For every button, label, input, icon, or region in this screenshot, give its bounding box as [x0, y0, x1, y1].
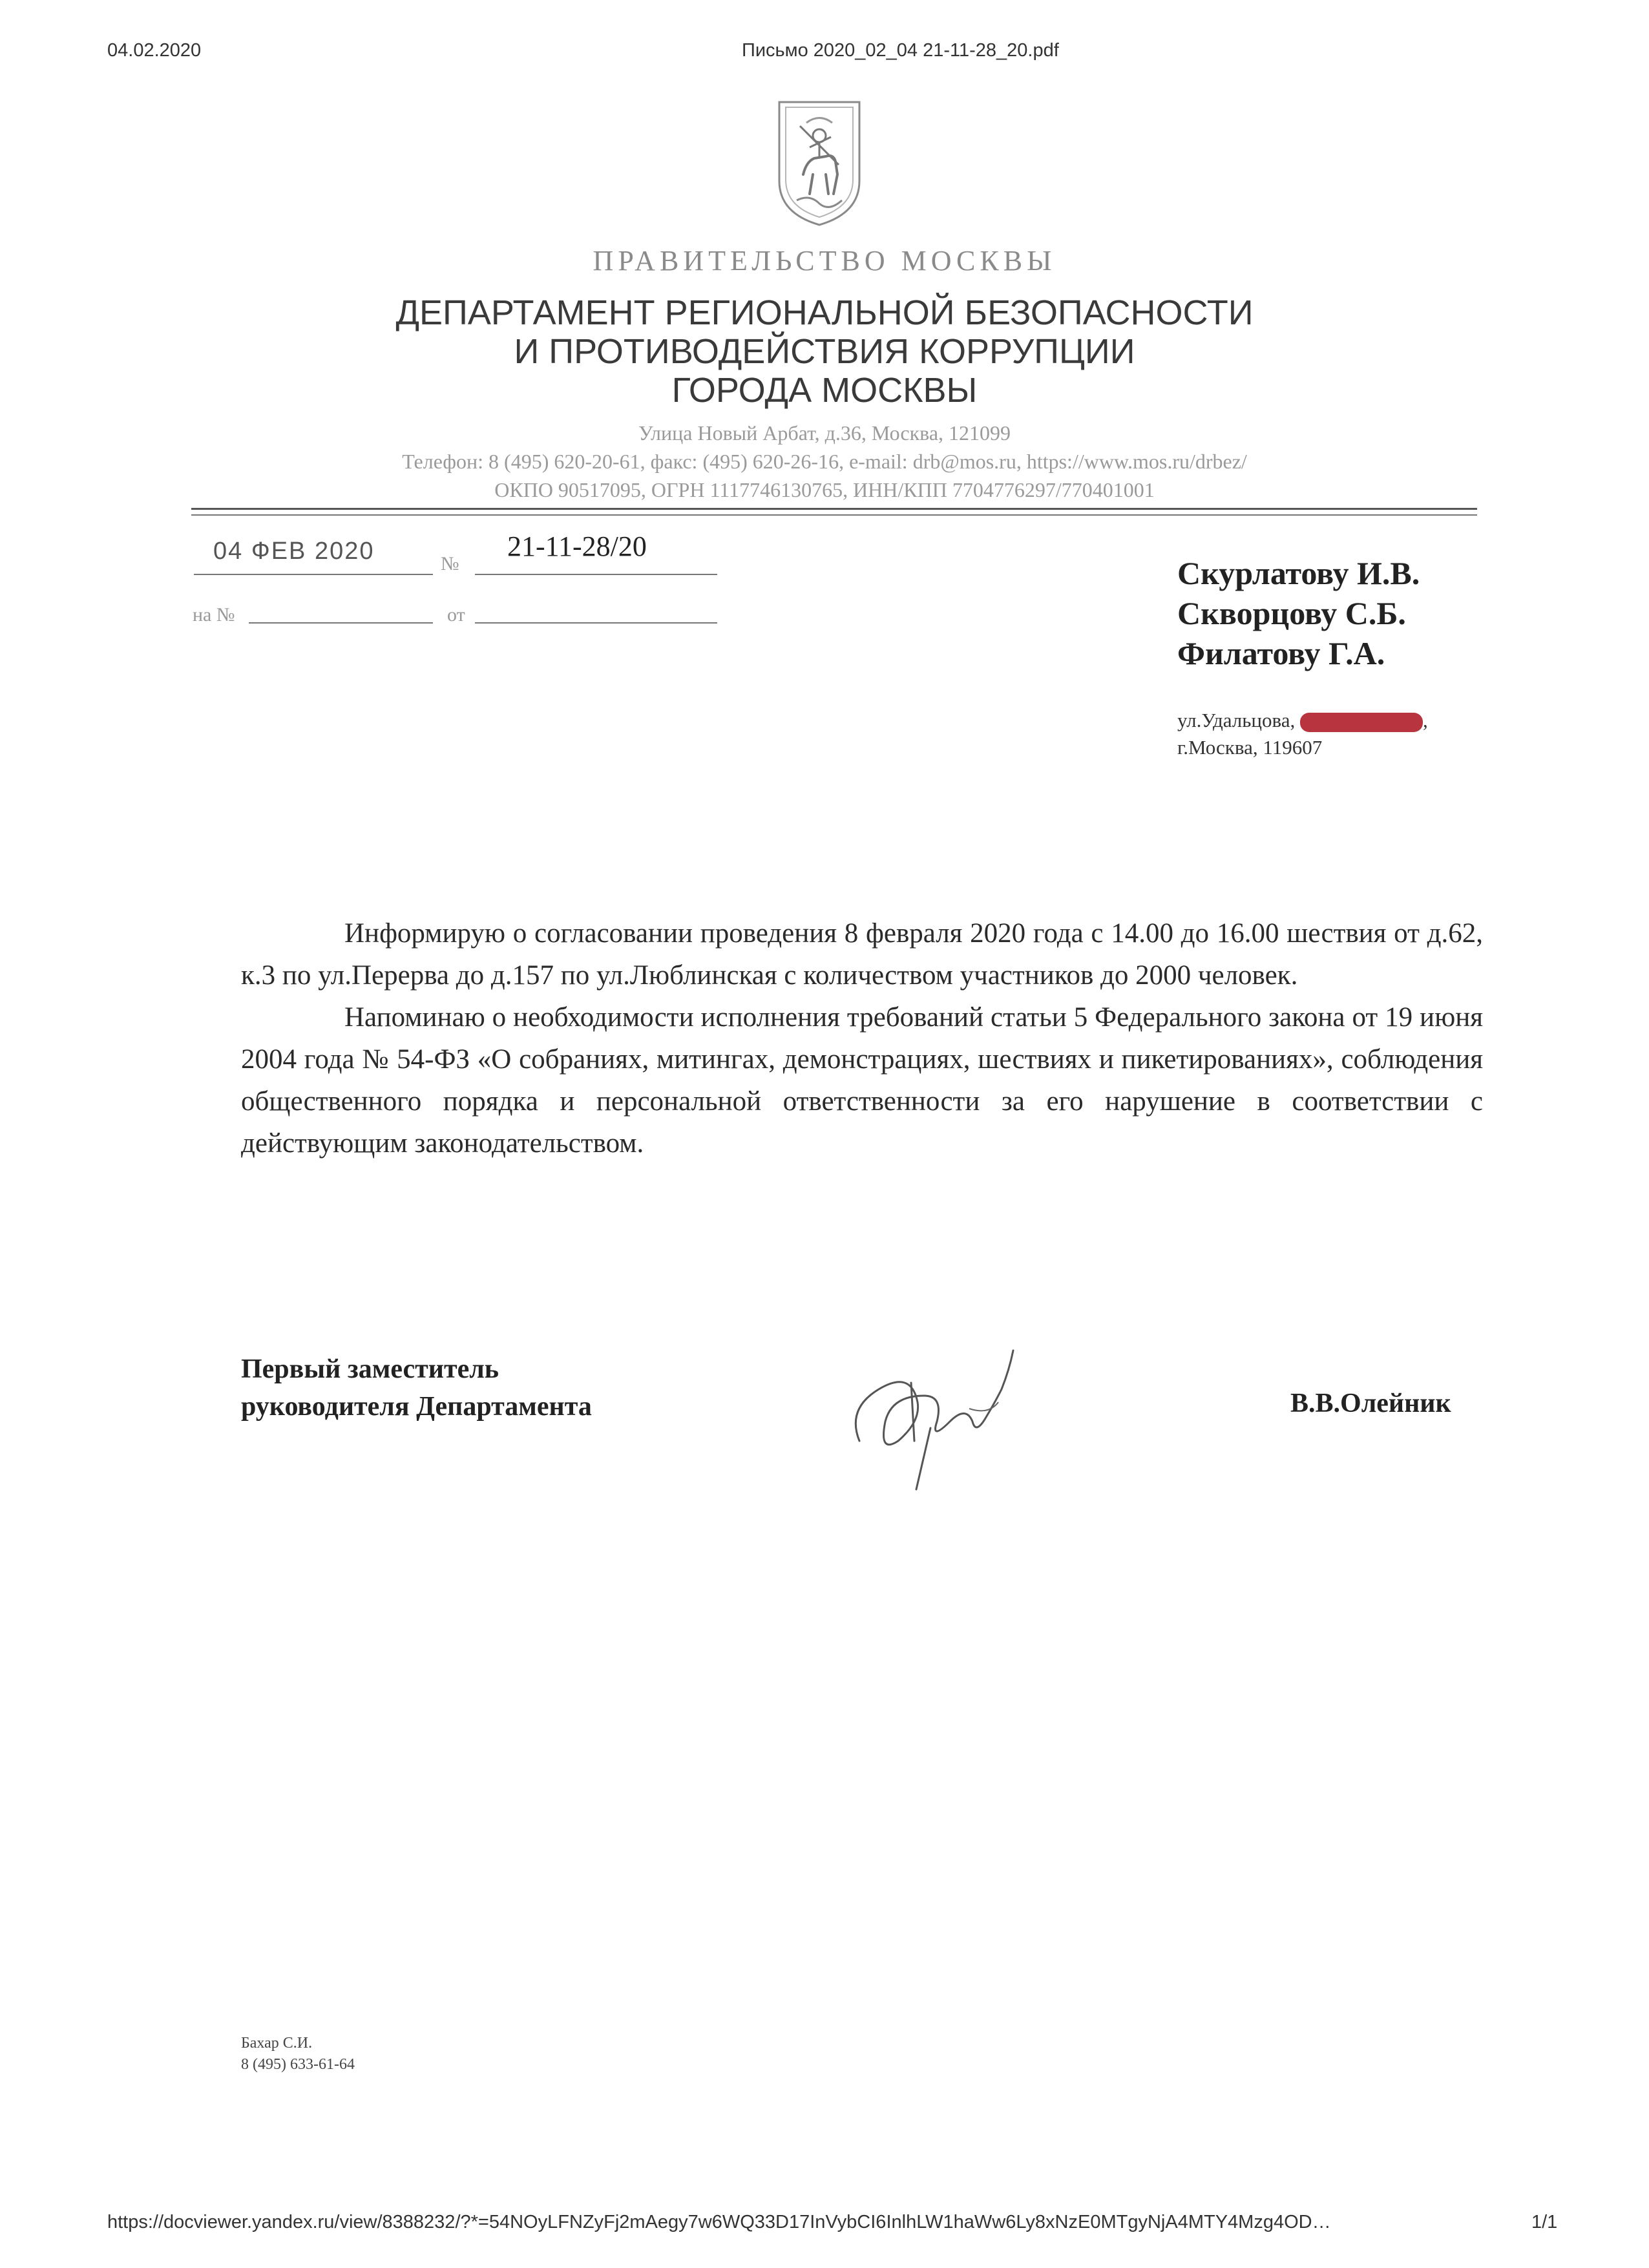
recipient-address-line-1: ул.Удальцова, ,: [1177, 709, 1428, 731]
reply-from-underline: [475, 622, 717, 624]
reply-number-underline: [249, 622, 433, 624]
department-name-line-3: ГОРОДА МОСКВЫ: [671, 371, 978, 410]
executor-phone: 8 (495) 633-61-64: [241, 2056, 355, 2073]
registration-date-stamp: 04 ФЕВ 2020: [213, 538, 375, 565]
reply-number-label: на №: [193, 604, 235, 625]
date-underline: [194, 574, 433, 575]
registration-number: 21-11-28/20: [507, 530, 647, 562]
department-name-line-2: И ПРОТИВОДЕЙСТВИЯ КОРРУПЦИИ: [514, 332, 1135, 371]
recipient-name-1: Скурлатову И.В.: [1177, 555, 1420, 591]
number-label: №: [441, 553, 459, 574]
recipient-name-3: Филатову Г.А.: [1177, 635, 1385, 671]
letterhead-divider: [191, 508, 1477, 510]
letterhead-divider-thin: [191, 514, 1477, 516]
letter-body: [241, 912, 1483, 1164]
handwritten-signature-icon: [840, 1331, 1047, 1499]
moscow-coat-of-arms-icon: [774, 97, 865, 229]
print-date: 04.02.2020: [107, 40, 202, 61]
print-footer-page: 1/1: [1531, 2212, 1558, 2232]
recipient-street: ул.Удальцова,: [1177, 709, 1296, 731]
department-contacts: Телефон: 8 (495) 620-20-61, факс: (495) 620-26-16, e-mail: drb@mos.ru, https://www.mos.ru/drbez/: [402, 450, 1247, 473]
signatory-title-line-2: руководителя Департамента: [241, 1392, 592, 1422]
redaction-mark: [1300, 713, 1423, 732]
executor-name: Бахар С.И.: [241, 2035, 313, 2052]
recipient-name-2: Скворцову С.Б.: [1177, 595, 1406, 631]
recipient-address-line-2: г.Москва, 119607: [1177, 736, 1323, 759]
reply-from-label: от: [447, 604, 465, 625]
registration-date-field: [194, 538, 433, 576]
body-paragraph-1: Информирую о согласовании проведения 8 февраля 2020 года с 14.00 до 16.00 шествия от д.62, к.3 по ул.Перерва до д.157 по ул.Люблинская с количеством участников до 2000 человек.: [241, 918, 1483, 991]
signatory-title-line-1: Первый заместитель: [241, 1354, 499, 1384]
signatory-name: В.В.Олейник: [1290, 1389, 1451, 1418]
print-footer-url: https://docviewer.yandex.ru/view/8388232/?*=54NOyLFNZyFj2mAegy7w6WQ33D17InVybCI6InlhLW1haWw6Ly8xNzE0MTgyNjA4MTY4Mzg4OD…: [107, 2212, 1331, 2232]
department-street-address: Улица Новый Арбат, д.36, Москва, 121099: [638, 421, 1011, 445]
government-title: ПРАВИТЕЛЬСТВО МОСКВЫ: [593, 245, 1056, 277]
print-title: Письмо 2020_02_04 21-11-28_20.pdf: [742, 40, 1059, 61]
department-name-line-1: ДЕПАРТАМЕНТ РЕГИОНАЛЬНОЙ БЕЗОПАСНОСТИ: [395, 293, 1254, 332]
number-underline: [475, 574, 717, 575]
department-registry-codes: ОКПО 90517095, ОГРН 1117746130765, ИНН/КПП 7704776297/770401001: [494, 478, 1155, 501]
registration-number-field: [475, 530, 717, 576]
body-paragraph-2: Напоминаю о необходимости исполнения требований статьи 5 Федерального закона от 19 июня 2004 года № 54-ФЗ «О собраниях, митингах, демонстрациях, шествиях и пикетированиях», соблюдения общественного порядка и персональной ответственности за его нарушение в соответствии с действующим законодательством.: [241, 1002, 1483, 1159]
